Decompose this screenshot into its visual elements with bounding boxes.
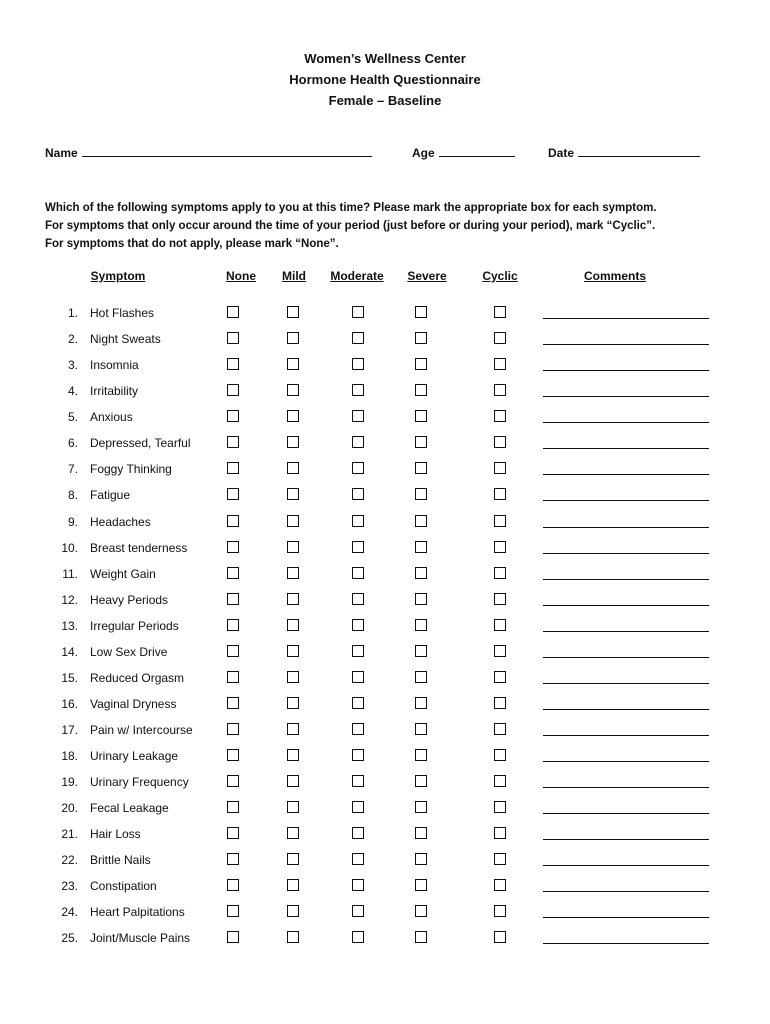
comment-line[interactable] [543,943,709,944]
none-checkbox[interactable] [227,306,239,318]
symptom-label: Low Sex Drive [90,644,168,659]
symptom-label: Urinary Frequency [90,775,189,790]
cyclic-checkbox[interactable] [494,775,506,787]
symptom-label: Irregular Periods [90,618,179,633]
symptom-label: Pain w/ Intercourse [90,723,193,737]
mild-checkbox[interactable] [287,332,299,344]
mild-checkbox[interactable] [287,306,299,318]
cyclic-checkbox[interactable] [494,879,506,891]
symptom-number: 19. [61,775,78,790]
severe-checkbox[interactable] [415,801,427,813]
mild-checkbox[interactable] [287,358,299,370]
symptom-number: 7. [67,462,78,477]
symptom-number: 17. [61,723,78,737]
none-checkbox[interactable] [227,384,239,396]
symptom-label: Weight Gain [90,566,156,581]
mild-checkbox[interactable] [287,436,299,448]
symptom-row [0,540,770,566]
symptom-label: Fecal Leakage [90,801,169,816]
moderate-checkbox[interactable] [352,671,364,683]
comment-line[interactable] [543,813,709,814]
symptom-label: Hot Flashes [90,306,155,320]
symptom-row [0,800,770,826]
moderate-checkbox[interactable] [352,436,364,448]
symptom-row [0,774,770,800]
comment-line[interactable] [543,553,709,554]
mild-checkbox[interactable] [287,853,299,865]
instruction-line: For symptoms that do not apply, please mark “None”. [45,238,339,250]
column-header-none: None [226,269,256,283]
severe-checkbox[interactable] [415,567,427,579]
moderate-checkbox[interactable] [352,515,364,527]
symptom-number: 5. [67,410,78,425]
severe-checkbox[interactable] [415,697,427,709]
cyclic-checkbox[interactable] [494,488,506,500]
mild-checkbox[interactable] [287,749,299,761]
date-label: Date [548,146,575,160]
symptom-number: 11. [62,566,78,581]
column-header-moderate: Moderate [330,269,384,283]
form-subtitle: Female – Baseline [328,93,442,108]
none-checkbox[interactable] [227,332,239,344]
moderate-checkbox[interactable] [352,801,364,813]
symptom-label: Constipation [90,879,157,894]
symptom-row [0,696,770,722]
symptom-label: Urinary Leakage [90,749,179,763]
symptom-label: Breast tenderness [90,540,188,555]
mild-checkbox[interactable] [287,645,299,657]
symptom-row [0,566,770,592]
symptom-row [0,514,770,540]
mild-checkbox[interactable] [287,697,299,709]
symptom-number: 20. [61,801,78,816]
date-input-line[interactable] [578,144,700,157]
cyclic-checkbox[interactable] [494,853,506,865]
moderate-checkbox[interactable] [352,905,364,917]
symptom-number: 15. [61,670,78,685]
symptom-number: 14. [61,644,78,659]
cyclic-checkbox[interactable] [494,384,506,396]
mild-checkbox[interactable] [287,827,299,839]
symptom-number: 1. [67,306,78,320]
name-label: Name [45,146,78,160]
none-checkbox[interactable] [227,488,239,500]
moderate-checkbox[interactable] [352,488,364,500]
none-checkbox[interactable] [227,775,239,787]
symptom-row [0,722,770,748]
symptom-label: Joint/Muscle Pains [90,931,191,946]
mild-checkbox[interactable] [287,384,299,396]
cyclic-checkbox[interactable] [494,410,506,422]
instruction-line: For symptoms that only occur around the time of your period (just before or during your period), mark “Cyclic”. [45,220,656,232]
severe-checkbox[interactable] [415,619,427,631]
symptom-row [0,904,770,930]
questionnaire-title: Hormone Health Questionnaire [289,72,481,87]
cyclic-checkbox[interactable] [494,749,506,761]
cyclic-checkbox[interactable] [494,567,506,579]
moderate-checkbox[interactable] [352,410,364,422]
comment-line[interactable] [543,396,709,397]
comment-line[interactable] [543,787,709,788]
symptom-number: 18. [61,749,78,763]
cyclic-checkbox[interactable] [494,931,506,943]
none-checkbox[interactable] [227,749,239,761]
comment-line[interactable] [543,527,709,528]
symptom-number: 24. [61,905,78,920]
symptom-number: 22. [61,853,78,868]
severe-checkbox[interactable] [415,436,427,448]
mild-checkbox[interactable] [287,671,299,683]
symptom-row [0,644,770,670]
cyclic-checkbox[interactable] [494,697,506,709]
symptom-number: 3. [67,358,78,373]
mild-checkbox[interactable] [287,931,299,943]
symptom-row [0,748,770,774]
symptom-row [0,852,770,878]
cyclic-checkbox[interactable] [494,801,506,813]
severe-checkbox[interactable] [415,384,427,396]
moderate-checkbox[interactable] [352,593,364,605]
symptom-row [0,487,770,513]
comment-line[interactable] [543,657,709,658]
severe-checkbox[interactable] [415,749,427,761]
clinic-name: Women’s Wellness Center [304,51,466,66]
symptom-label: Hair Loss [90,827,141,842]
symptom-number: 10. [61,540,78,555]
date-field [548,144,700,160]
symptom-label: Headaches [90,514,151,529]
moderate-checkbox[interactable] [352,332,364,344]
symptom-label: Insomnia [90,358,139,373]
cyclic-checkbox[interactable] [494,541,506,553]
name-field [45,144,372,160]
severe-checkbox[interactable] [415,645,427,657]
symptom-number: 9. [67,514,78,529]
none-checkbox[interactable] [227,410,239,422]
mild-checkbox[interactable] [287,567,299,579]
none-checkbox[interactable] [227,567,239,579]
severe-checkbox[interactable] [415,410,427,422]
symptom-label: Anxious [90,410,133,425]
none-checkbox[interactable] [227,723,239,735]
moderate-checkbox[interactable] [352,931,364,943]
comment-line[interactable] [543,605,709,606]
none-checkbox[interactable] [227,358,239,370]
none-checkbox[interactable] [227,697,239,709]
column-header-mild: Mild [282,269,306,283]
comment-line[interactable] [543,422,709,423]
severe-checkbox[interactable] [415,853,427,865]
severe-checkbox[interactable] [415,515,427,527]
comment-line[interactable] [543,500,709,501]
cyclic-checkbox[interactable] [494,645,506,657]
symptom-row [0,826,770,852]
symptom-number: 8. [67,488,78,503]
cyclic-checkbox[interactable] [494,358,506,370]
none-checkbox[interactable] [227,905,239,917]
symptom-row [0,618,770,644]
mild-checkbox[interactable] [287,723,299,735]
moderate-checkbox[interactable] [352,462,364,474]
symptom-row [0,592,770,618]
severe-checkbox[interactable] [415,775,427,787]
symptom-label: Vaginal Dryness [90,696,177,711]
mild-checkbox[interactable] [287,801,299,813]
symptom-row [0,409,770,435]
symptom-number: 25. [61,931,78,946]
cyclic-checkbox[interactable] [494,436,506,448]
comment-line[interactable] [543,839,709,840]
cyclic-checkbox[interactable] [494,515,506,527]
symptom-row [0,878,770,904]
moderate-checkbox[interactable] [352,567,364,579]
symptom-row [0,331,770,357]
column-header-symptom: Symptom [90,269,146,283]
symptom-label: Foggy Thinking [90,462,172,477]
mild-checkbox[interactable] [287,462,299,474]
severe-checkbox[interactable] [415,488,427,500]
comment-line[interactable] [543,683,709,684]
symptom-number: 4. [67,384,78,399]
mild-checkbox[interactable] [287,619,299,631]
moderate-checkbox[interactable] [352,697,364,709]
severe-checkbox[interactable] [415,593,427,605]
none-checkbox[interactable] [227,619,239,631]
mild-checkbox[interactable] [287,488,299,500]
symptom-number: 13. [61,618,78,633]
age-label: Age [412,146,435,160]
comment-line[interactable] [543,761,709,762]
moderate-checkbox[interactable] [352,853,364,865]
column-header-cyclic: Cyclic [482,269,518,283]
comment-line[interactable] [543,344,709,345]
moderate-checkbox[interactable] [352,775,364,787]
symptom-number: 23. [61,879,78,894]
severe-checkbox[interactable] [415,879,427,891]
moderate-checkbox[interactable] [352,645,364,657]
moderate-checkbox[interactable] [352,384,364,396]
moderate-checkbox[interactable] [352,749,364,761]
none-checkbox[interactable] [227,879,239,891]
severe-checkbox[interactable] [415,332,427,344]
moderate-checkbox[interactable] [352,358,364,370]
name-input-line[interactable] [82,144,372,157]
none-checkbox[interactable] [227,801,239,813]
column-header-severe: Severe [407,269,447,283]
comment-line[interactable] [543,370,709,371]
cyclic-checkbox[interactable] [494,593,506,605]
moderate-checkbox[interactable] [352,879,364,891]
symptom-row [0,357,770,383]
symptom-label: Depressed, Tearful [90,436,191,451]
symptom-row [0,461,770,487]
comment-line[interactable] [543,318,709,319]
comment-line[interactable] [543,579,709,580]
none-checkbox[interactable] [227,462,239,474]
symptom-row [0,305,770,331]
severe-checkbox[interactable] [415,462,427,474]
mild-checkbox[interactable] [287,905,299,917]
cyclic-checkbox[interactable] [494,332,506,344]
symptom-label: Heart Palpitations [90,905,185,920]
severe-checkbox[interactable] [415,827,427,839]
instructions [45,199,745,253]
mild-checkbox[interactable] [287,541,299,553]
symptom-number: 21. [61,827,78,842]
symptom-label: Heavy Periods [90,592,169,607]
symptom-number: 2. [67,332,78,347]
none-checkbox[interactable] [227,541,239,553]
cyclic-checkbox[interactable] [494,619,506,631]
none-checkbox[interactable] [227,671,239,683]
comment-line[interactable] [543,709,709,710]
severe-checkbox[interactable] [415,723,427,735]
moderate-checkbox[interactable] [352,827,364,839]
column-header-comments: Comments [583,269,647,283]
mild-checkbox[interactable] [287,879,299,891]
instruction-line: Which of the following symptoms apply to you at this time? Please mark the appropriate box for each symptom. [45,202,657,214]
comment-line[interactable] [543,474,709,475]
cyclic-checkbox[interactable] [494,827,506,839]
none-checkbox[interactable] [227,515,239,527]
age-input-line[interactable] [439,144,515,157]
none-checkbox[interactable] [227,436,239,448]
cyclic-checkbox[interactable] [494,306,506,318]
comment-line[interactable] [543,448,709,449]
form-title-block [0,48,770,111]
none-checkbox[interactable] [227,645,239,657]
symptom-row [0,670,770,696]
cyclic-checkbox[interactable] [494,905,506,917]
moderate-checkbox[interactable] [352,306,364,318]
symptom-row [0,435,770,461]
cyclic-checkbox[interactable] [494,462,506,474]
symptom-label: Reduced Orgasm [90,670,185,685]
cyclic-checkbox[interactable] [494,671,506,683]
symptom-label: Brittle Nails [90,853,151,868]
symptom-label: Night Sweats [90,332,161,347]
severe-checkbox[interactable] [415,541,427,553]
none-checkbox[interactable] [227,853,239,865]
age-field [412,144,515,160]
comment-line[interactable] [543,735,709,736]
mild-checkbox[interactable] [287,515,299,527]
moderate-checkbox[interactable] [352,723,364,735]
symptom-row [0,383,770,409]
symptom-number: 6. [67,436,78,451]
mild-checkbox[interactable] [287,410,299,422]
severe-checkbox[interactable] [415,358,427,370]
none-checkbox[interactable] [227,827,239,839]
symptom-number: 12. [61,592,78,607]
symptom-label: Fatigue [90,488,131,503]
comment-line[interactable] [543,917,709,918]
moderate-checkbox[interactable] [352,619,364,631]
severe-checkbox[interactable] [415,671,427,683]
symptom-number: 16. [61,696,78,711]
none-checkbox[interactable] [227,931,239,943]
comment-line[interactable] [543,631,709,632]
comment-line[interactable] [543,865,709,866]
severe-checkbox[interactable] [415,931,427,943]
symptom-row [0,930,770,956]
comment-line[interactable] [543,891,709,892]
symptom-label: Irritability [90,384,139,399]
moderate-checkbox[interactable] [352,541,364,553]
mild-checkbox[interactable] [287,593,299,605]
cyclic-checkbox[interactable] [494,723,506,735]
none-checkbox[interactable] [227,593,239,605]
severe-checkbox[interactable] [415,905,427,917]
mild-checkbox[interactable] [287,775,299,787]
severe-checkbox[interactable] [415,306,427,318]
